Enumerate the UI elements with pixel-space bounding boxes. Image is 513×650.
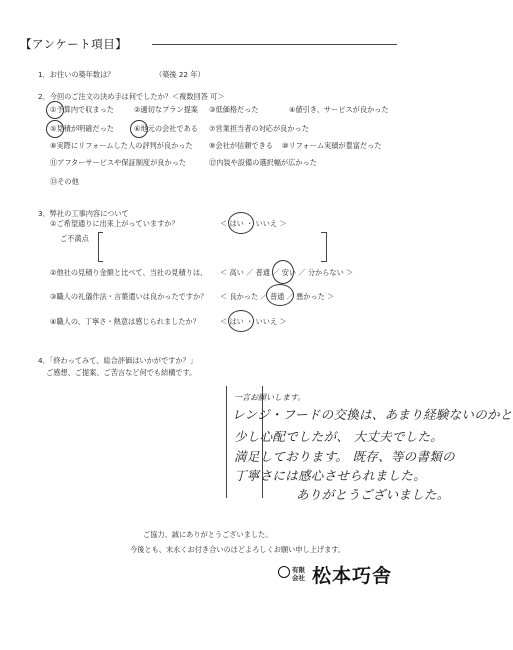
company-logo (278, 560, 408, 596)
q2-option-7: ⑦営業担当者の対応が良かった (209, 124, 309, 133)
q3-sub3: ③職人の礼儀作法・言葉遣いは良かったですか？ (50, 292, 208, 301)
comment-heading: 一言お願いします。 (234, 393, 306, 402)
circle-mark-option-1 (46, 101, 64, 119)
complaint-bracket-right (326, 232, 327, 262)
title-rule (152, 44, 397, 45)
q2-option-1: ①予算内で収まった (50, 105, 114, 114)
complaint-bracket-left-top (98, 232, 103, 233)
q3-sub4-choices: ＜ はい ・ いいえ ＞ (220, 317, 287, 326)
comment-line-5: ありがとうございました。 (296, 487, 450, 502)
seal-icon (278, 566, 290, 578)
company-seal-text: 有限会社 (292, 566, 305, 582)
q2-option-3: ③低価格だった (209, 105, 259, 114)
circle-mark-option-6 (130, 120, 148, 138)
comment-box-left (226, 386, 227, 498)
circle-mark-yes-4 (228, 310, 254, 332)
comment-line-1: レンジ・フードの交換は、あまり経験ないのかと (232, 407, 513, 422)
complaint-label: ご不満点 (60, 234, 89, 243)
q3-sub4: ④職人の、丁寧さ・熱意は感じられましたか？ (50, 317, 200, 326)
comment-line-4: 丁寧さには感心させられました。 (234, 468, 427, 483)
q2-label: 2．今回のご注文の決め手は何でしたか？＜複数回答 可＞ (38, 92, 225, 101)
circle-mark-option-5 (46, 120, 64, 138)
q3-sub1-choices: ＜ はい ・ いいえ ＞ (220, 219, 287, 228)
circle-mark-good (266, 284, 294, 306)
page-title: 【アンケート項目】 (20, 37, 128, 51)
circle-mark-cheap (272, 260, 294, 284)
q2-option-6: ⑥地元の会社である (134, 124, 198, 133)
circle-mark-yes-1 (228, 212, 254, 234)
q2-option-8: ⑧実際にリフォームした人の評判が良かった (50, 141, 193, 150)
q2-option-11: ⑪アフターサービスや保証制度が良かった (50, 158, 187, 167)
q3-label: 3．弊社の工事内容について (38, 209, 129, 218)
comment-line-2: 少し心配でしたが、 大丈夫でした。 (234, 429, 444, 444)
q1-answer: （築後 22 年） (155, 70, 205, 79)
complaint-bracket-right-top (321, 232, 326, 233)
q2-option-5: ⑤見積が明確だった (50, 124, 114, 133)
q2-option-4: ④値引き、サービスが良かった (289, 105, 389, 114)
q4-note: ご感想、ご提案、ご苦言など何でも結構です。 (46, 368, 197, 377)
q2-option-10: ⑩リフォーム実績が豊富だった (282, 141, 382, 150)
q3-sub3-choices: ＜ 良かった ／ 普通 ／ 悪かった ＞ (220, 292, 335, 301)
closing-line-2: 今後とも、末永くお付き合いのほどよろしくお願い申し上げます。 (130, 545, 346, 554)
q3-sub2: ②他社の見積り金額と比べて、当社の見積りは、 (50, 268, 208, 277)
q2-option-9: ⑨会社が信頼できる (209, 141, 273, 150)
q3-sub2-choices: ＜ 高い ／ 普通 ／ 安い ／ 分からない ＞ (220, 268, 354, 277)
complaint-bracket-left (98, 232, 99, 262)
q2-option-13: ⑬その他 (50, 177, 79, 186)
comment-line-3: 満足しております。 既存、等の書類の (234, 449, 455, 464)
q3-sub1: ①ご希望通りに出来上がっていますか？ (50, 219, 179, 228)
company-name: 松本巧舎 (312, 565, 393, 587)
complaint-bracket-right-bottom (321, 261, 326, 262)
q2-option-2: ②適切なプラン提案 (134, 105, 198, 114)
q2-option-12: ⑫内装や設備の選択幅が広かった (209, 158, 317, 167)
complaint-bracket-left-bottom (98, 261, 103, 262)
q1-label: 1．お住いの築年数は？ (38, 70, 115, 79)
closing-line-1: ご協力、誠にありがとうございました。 (143, 530, 273, 539)
q4-label: 4．「終わってみて、総合評価はいかがですか？」 (38, 356, 197, 365)
